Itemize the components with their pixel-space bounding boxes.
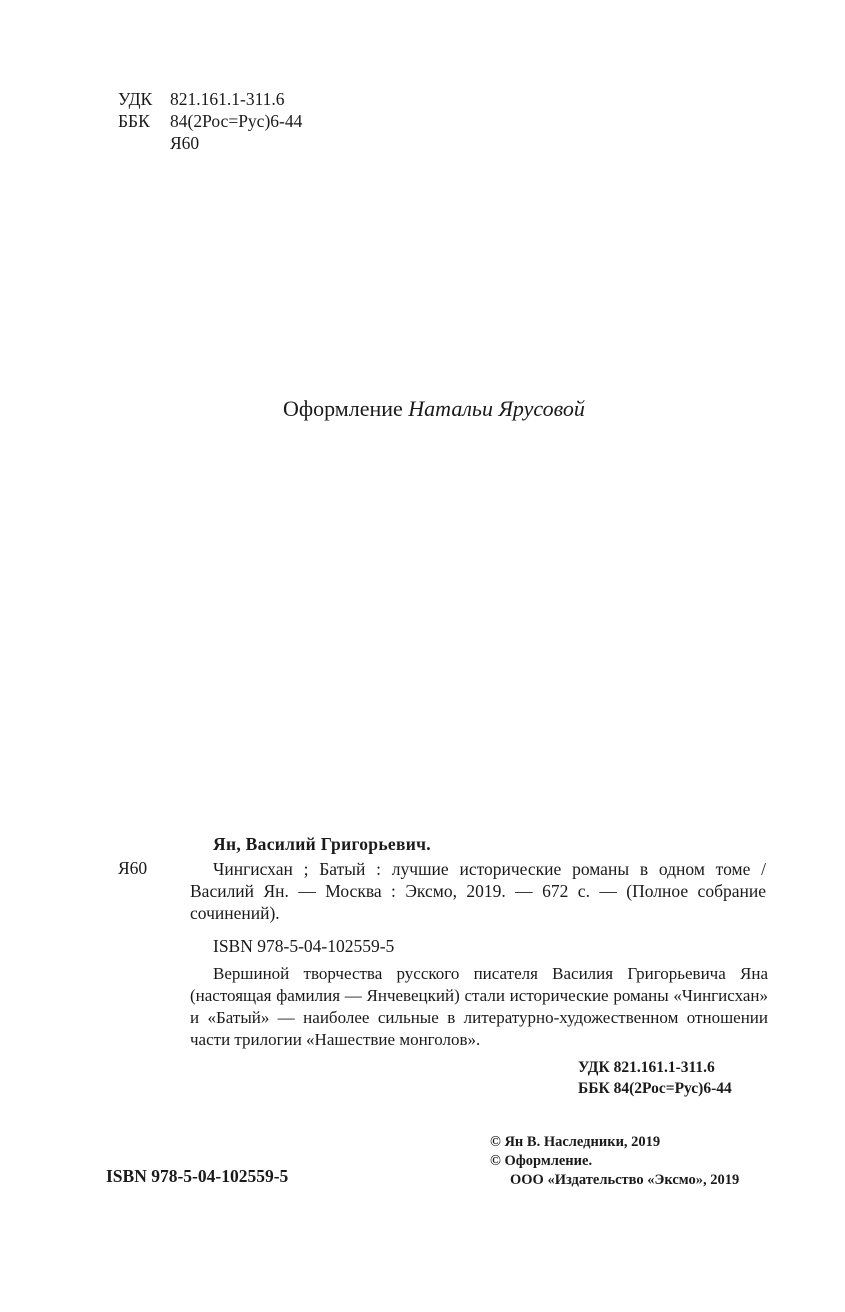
catalog-classification — [578, 1057, 732, 1099]
design-credit-label: Оформление — [283, 396, 403, 421]
catalog-author-code: Я60 — [118, 858, 148, 878]
catalog-description: Чингисхан ; Батый : лучшие исторические романы в одном томе / Василий Ян. — Москва : Эксмо, 2019. — 672 с. — (Полное собрание сочинений). — [190, 859, 766, 923]
catalog-annotation: Вершиной творчества русского писателя Василия Григорьевича Яна (настоящая фамилия — Янчевецкий) стали исторические романы «Чингисхан» и «Батый» — наиболее сильные в литературно-художественном отношении части трилогии «Нашествие монголов». — [190, 964, 768, 1049]
copyright-line-2: © Оформление. — [490, 1153, 593, 1169]
copyright-block — [490, 1133, 739, 1190]
copyright-line-1: © Ян В. Наследники, 2019 — [490, 1134, 661, 1150]
bbk-row — [118, 110, 302, 132]
catalog-author: Ян, Василий Григорьевич. — [213, 834, 431, 854]
copyright-line-3: ООО «Издательство «Эксмо», 2019 — [510, 1172, 740, 1188]
bottom-isbn: ISBN 978-5-04-102559-5 — [106, 1166, 289, 1186]
author-code-row — [118, 132, 302, 154]
top-classification — [118, 88, 302, 154]
udk-row — [118, 88, 302, 110]
bbk-label: ББК — [118, 111, 150, 131]
udk-value: 821.161.1-311.6 — [170, 89, 285, 109]
design-credit — [283, 396, 585, 422]
author-code: Я60 — [170, 133, 200, 153]
catalog-isbn: ISBN 978-5-04-102559-5 — [213, 936, 395, 956]
catalog-bbk: ББК 84(2Рос=Рус)6-44 — [578, 1080, 732, 1097]
bbk-value: 84(2Рос=Рус)6-44 — [170, 111, 303, 131]
udk-label: УДК — [118, 89, 153, 109]
catalog-udk: УДК 821.161.1-311.6 — [578, 1059, 715, 1076]
design-credit-name: Натальи Ярусовой — [408, 396, 585, 421]
